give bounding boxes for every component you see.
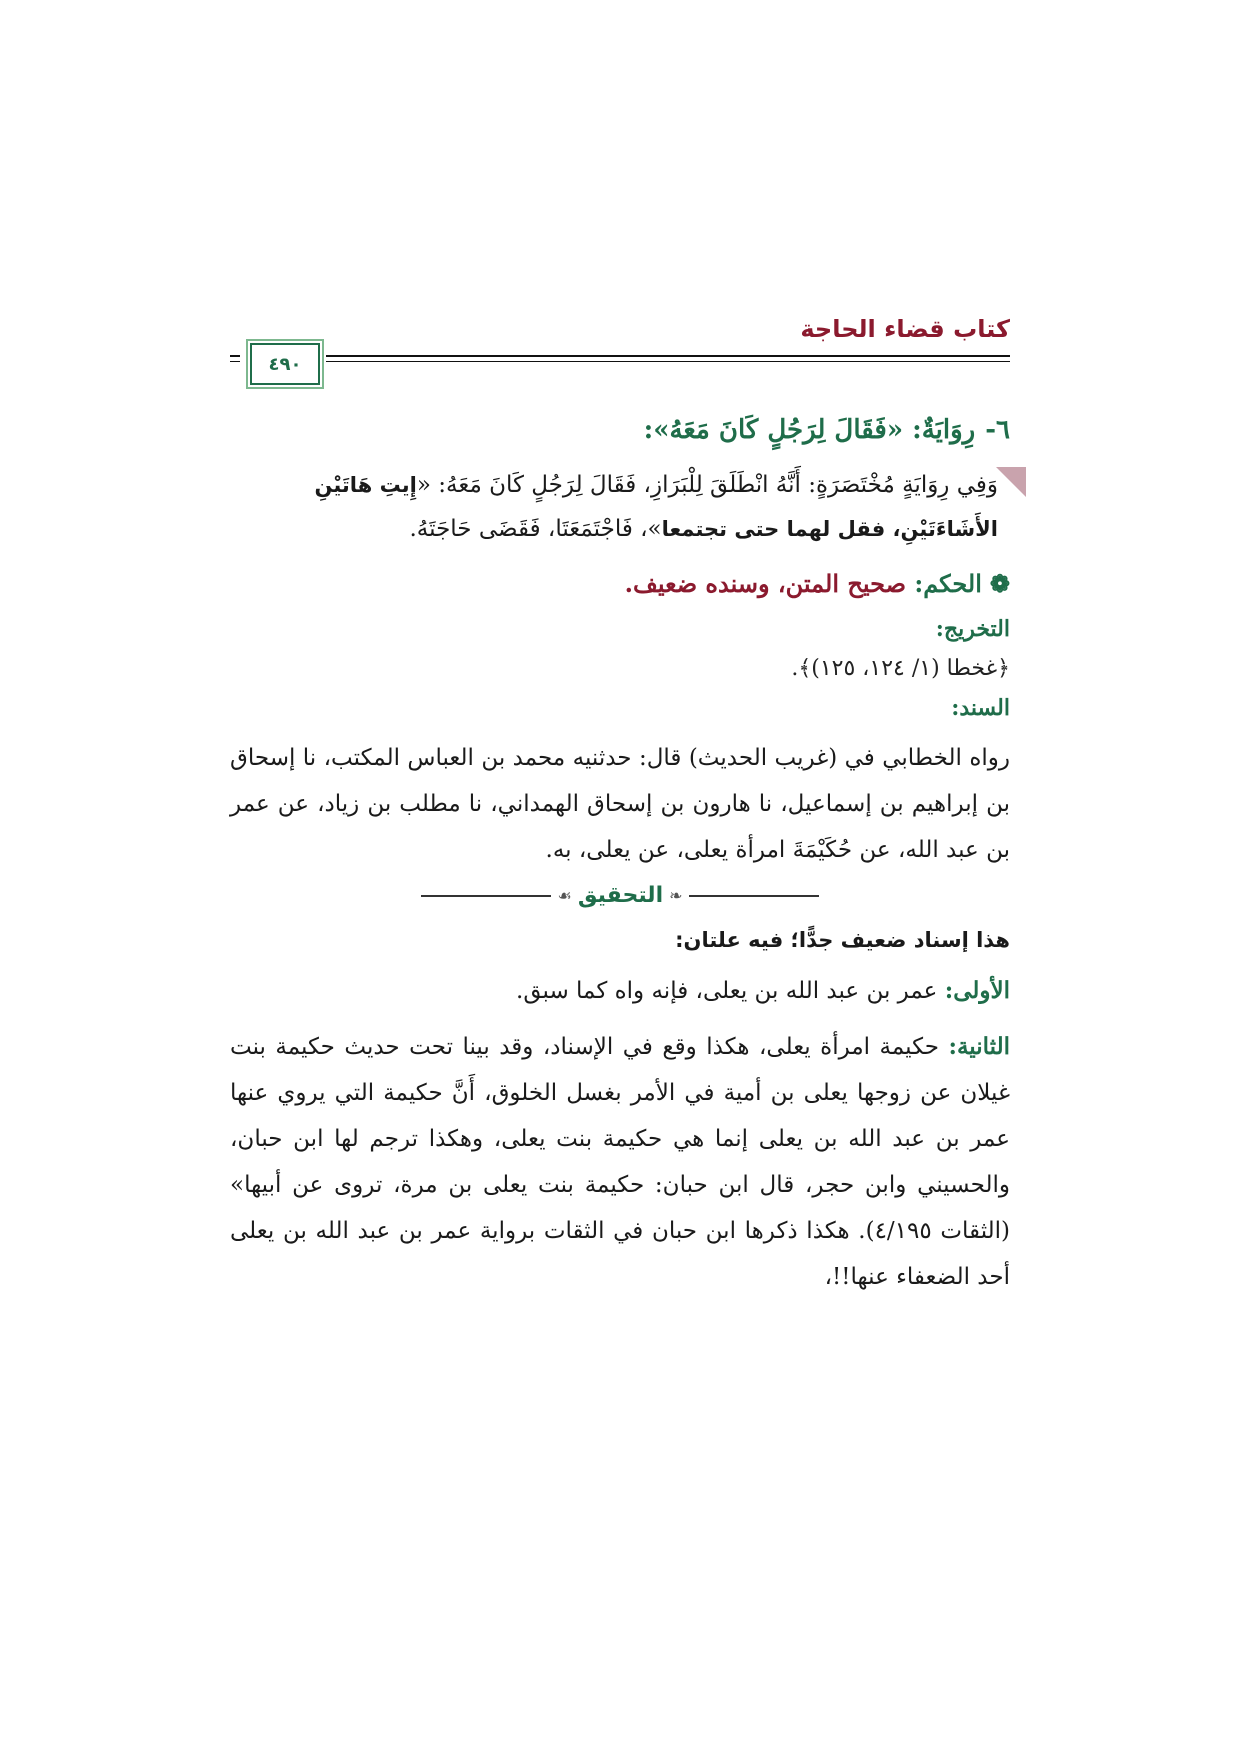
tahqiq-intro: هذا إسناد ضعيف جدًّا؛ فيه علتان: (675, 928, 1010, 952)
takhrij-heading: التخريج: (935, 616, 1010, 642)
header-rule-thin (230, 361, 1010, 362)
vine-ornament-icon: ☙ (557, 886, 572, 905)
sanad-text: رواه الخطابي في (غريب الحديث) قال: حدثنيه محمد بن العباس المكتب، نا إسحاق بن إبراهيم بن إسماعيل، نا هارون بن إسحاق الهمداني، نا مطلب بن زياد، عن عمر بن عبد الله، عن حُكَيْمَةَ امرأة يعلى، عن يعلى، به. (230, 745, 1010, 863)
flower-ornament-icon: ❁ (989, 569, 1010, 598)
narration-block (230, 463, 1010, 551)
hukm-label: الحكم: (914, 569, 982, 598)
divider-line (689, 895, 819, 897)
narration-text: وَفِي رِوَايَةٍ مُخْتَصَرَةٍ: أَنَّهُ انْطَلَقَ لِلْبَرَازِ، فَقَالَ لِرَجُلٍ كَانَ مَعَهُ: « (416, 472, 998, 498)
section-title-text: رِوَايَةٌ: «فَقَالَ لِرَجُلٍ كَانَ مَعَهُ»: (643, 415, 976, 445)
vine-ornament-icon: ❧ (669, 886, 683, 905)
hukm-text: صحيح المتن، وسنده ضعيف. (624, 569, 906, 598)
page-header (230, 315, 1010, 395)
section-number: ٦- (985, 415, 1010, 445)
narration-end: »، فَاجْتَمَعَتَا، فَقَضَى حَاجَتَهُ. (409, 516, 662, 542)
header-rule (230, 355, 1010, 357)
takhrij-ref: ﴿غخطا (١/ ١٢٤، ١٢٥)﴾. (791, 656, 1010, 681)
first-illa-text: عمر بن عبد الله بن يعلى، فإنه واه كما سبق. (516, 978, 938, 1004)
corner-ornament-icon (996, 467, 1026, 497)
second-illa-label: الثانية: (948, 1033, 1010, 1060)
hukm-line (230, 569, 1010, 598)
first-illa (230, 968, 1010, 1014)
book-title: كتاب قضاء الحاجة (800, 315, 1010, 343)
second-illa-text: حكيمة امرأة يعلى، هكذا وقع في الإسناد، وقد بينا تحت حديث حكيمة بنت غيلان عن زوجها يعلى بن أمية في الأمر بغسل الخلوق، أَنَّ حكيمة التي يروي عنها عمر بن عبد الله بن يعلى إنما هي حكيمة بنت يعلى، وهكذا ترجم لها ابن حبان، والحسيني وابن حجر، قال ابن حبان: حكيمة بنت يعلى بن مرة، تروى عن أبيها» (الثقات ٤/١٩٥). هكذا ذكرها ابن حبان في الثقات برواية عمر بن عبد الله بن يعلى أحد الضعفاء عنها!!، (230, 1034, 1011, 1290)
sanad-heading: السند: (951, 695, 1010, 721)
page-number-badge: ٤٩٠ (250, 343, 320, 385)
tahqiq-divider (230, 883, 1010, 908)
second-illa (230, 1024, 1010, 1300)
page (230, 315, 1010, 1310)
first-illa-label: الأولى: (944, 977, 1010, 1004)
divider-line (421, 895, 551, 897)
tahqiq-label: التحقيق (577, 883, 664, 908)
narration-bold: إِيتِ هَاتَيْنِ الأَشَاءَتَيْنِ، فقل لهما حتى تجتمعا (314, 473, 998, 541)
section-title (230, 415, 1010, 445)
